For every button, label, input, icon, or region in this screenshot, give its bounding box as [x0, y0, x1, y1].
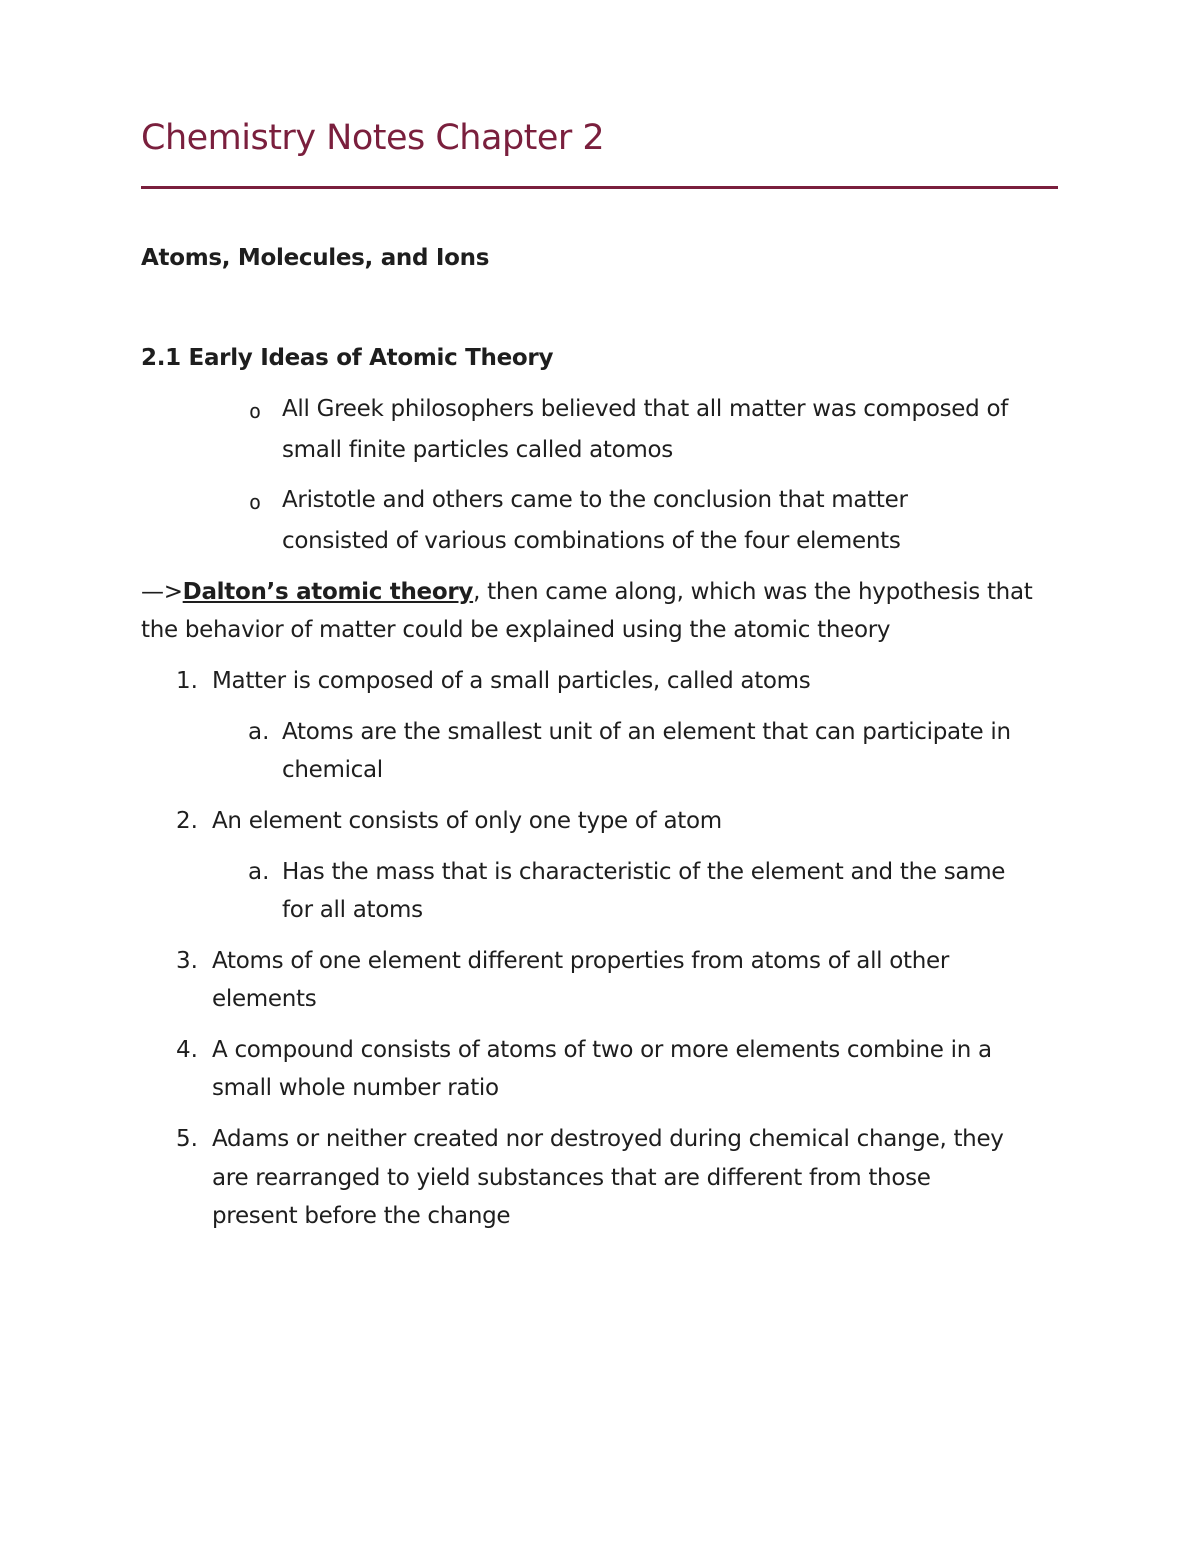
bullet-text-line: consisted of various combinations of the four elements: [282, 528, 901, 554]
bullet-text-line: small finite particles called atomos: [282, 437, 673, 463]
numbered-marker: 5.: [176, 1126, 198, 1152]
sub-text-line: Atoms are the smallest unit of an element that can participate in: [282, 719, 1011, 745]
numbered-text-line: Atoms of one element different properties from atoms of all other: [212, 948, 950, 974]
arrow-glyph: —>: [141, 579, 183, 605]
section-heading: 2.1 Early Ideas of Atomic Theory: [141, 345, 554, 371]
numbered-text-line: small whole number ratio: [212, 1075, 499, 1101]
numbered-text-line: elements: [212, 986, 317, 1012]
numbered-marker: 1.: [176, 668, 198, 694]
numbered-marker: 4.: [176, 1037, 198, 1063]
bullet-text-line: All Greek philosophers believed that all matter was composed of: [282, 396, 1009, 422]
numbered-text-line: are rearranged to yield substances that are different from those: [212, 1165, 931, 1191]
sub-text-line: chemical: [282, 757, 383, 783]
title-divider: [141, 186, 1058, 189]
page-title: Chemistry Notes Chapter 2: [141, 118, 605, 158]
numbered-text-line: A compound consists of atoms of two or more elements combine in a: [212, 1037, 992, 1063]
dalton-paragraph-line: [141, 579, 1032, 605]
sub-text-line: for all atoms: [282, 897, 423, 923]
sub-marker: a.: [248, 719, 270, 745]
numbered-marker: 3.: [176, 948, 198, 974]
numbered-text-line: An element consists of only one type of atom: [212, 808, 722, 834]
dalton-term: Dalton’s atomic theory: [182, 579, 474, 605]
dalton-paragraph-line: the behavior of matter could be explained using the atomic theory: [141, 617, 891, 643]
numbered-marker: 2.: [176, 808, 198, 834]
bullet-marker: o: [249, 490, 262, 514]
document-subtitle: Atoms, Molecules, and Ions: [141, 245, 490, 271]
numbered-text-line: present before the change: [212, 1203, 511, 1229]
sub-text-line: Has the mass that is characteristic of the element and the same: [282, 859, 1006, 885]
sub-marker: a.: [248, 859, 270, 885]
bullet-text-line: Aristotle and others came to the conclusion that matter: [282, 487, 908, 513]
dalton-rest: , then came along, which was the hypothesis that: [473, 579, 1033, 605]
bullet-marker: o: [249, 399, 262, 423]
numbered-text-line: Adams or neither created nor destroyed during chemical change, they: [212, 1126, 1004, 1152]
numbered-text-line: Matter is composed of a small particles, called atoms: [212, 668, 811, 694]
